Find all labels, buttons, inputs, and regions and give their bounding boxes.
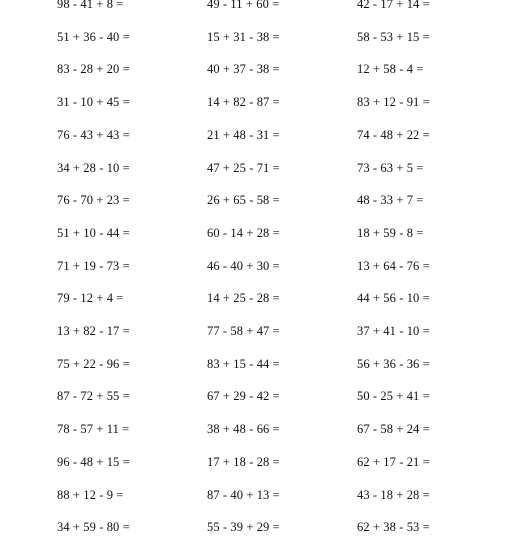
problem-r13-c1: 87 - 72 + 55 =	[57, 389, 130, 404]
problem-r6-c3: 73 - 63 + 5 =	[357, 160, 424, 175]
problem-r17-c3: 62 + 38 - 53 =	[357, 520, 430, 535]
problem-r12-c1: 75 + 22 - 96 =	[57, 356, 130, 371]
problem-r8-c1: 51 + 10 - 44 =	[57, 225, 130, 240]
problem-r8-c3: 18 + 59 - 8 =	[357, 225, 424, 240]
problem-r4-c2: 14 + 82 - 87 =	[207, 95, 280, 110]
problem-r1-c2: 49 - 11 + 60 =	[207, 0, 280, 11]
problem-r4-c3: 83 + 12 - 91 =	[357, 95, 430, 110]
problem-r7-c1: 76 - 70 + 23 =	[57, 193, 130, 208]
problem-r6-c1: 34 + 28 - 10 =	[57, 160, 130, 175]
problem-r16-c2: 87 - 40 + 13 =	[207, 487, 280, 502]
problem-r17-c1: 34 + 59 - 80 =	[57, 520, 130, 535]
problem-r16-c3: 43 - 18 + 28 =	[357, 487, 430, 502]
problem-r7-c3: 48 - 33 + 7 =	[357, 193, 424, 208]
problem-r4-c1: 31 - 10 + 45 =	[57, 95, 130, 110]
problem-r3-c1: 83 - 28 + 20 =	[57, 62, 130, 77]
problem-r14-c3: 67 - 58 + 24 =	[357, 422, 430, 437]
problem-r14-c1: 78 - 57 + 11 =	[57, 422, 130, 437]
problem-r1-c1: 98 - 41 + 8 =	[57, 0, 124, 11]
problem-r11-c1: 13 + 82 - 17 =	[57, 324, 130, 338]
problem-r6-c2: 47 + 25 - 71 =	[207, 160, 280, 175]
problem-r1-c3: 42 - 17 + 14 =	[357, 0, 430, 11]
problem-r5-c2: 21 + 48 - 31 =	[207, 127, 280, 142]
problem-r3-c3: 12 + 58 - 4 =	[357, 62, 424, 77]
problem-r3-c2: 40 + 37 - 38 =	[207, 62, 280, 77]
problem-r10-c1: 79 - 12 + 4 =	[57, 291, 124, 306]
problem-r5-c1: 76 - 43 + 43 =	[57, 127, 130, 142]
problem-r13-c3: 50 - 25 + 41 =	[357, 389, 430, 404]
problem-r13-c2: 67 + 29 - 42 =	[207, 389, 280, 404]
problem-r10-c2: 14 + 25 - 28 =	[207, 291, 280, 306]
problem-r9-c3: 13 + 64 - 76 =	[357, 258, 430, 273]
problem-r5-c3: 74 - 48 + 22 =	[357, 127, 430, 142]
problem-r15-c1: 96 - 48 + 15 =	[57, 454, 130, 469]
problem-r2-c3: 58 - 53 + 15 =	[357, 29, 430, 44]
problem-r2-c1: 51 + 36 - 40 =	[57, 29, 130, 44]
problem-r14-c2: 38 + 48 - 66 =	[207, 422, 280, 437]
problem-r11-c2: 77 - 58 + 47 =	[207, 324, 280, 338]
problem-r12-c3: 56 + 36 - 36 =	[357, 356, 430, 371]
problem-r9-c2: 46 - 40 + 30 =	[207, 258, 280, 273]
problem-r11-c3: 37 + 41 - 10 =	[357, 324, 430, 338]
problem-r15-c2: 17 + 18 - 28 =	[207, 454, 280, 469]
problem-r7-c2: 26 + 65 - 58 =	[207, 193, 280, 208]
problem-r15-c3: 62 + 17 - 21 =	[357, 454, 430, 469]
problem-r12-c2: 83 + 15 - 44 =	[207, 356, 280, 371]
problem-r8-c2: 60 - 14 + 28 =	[207, 225, 280, 240]
problem-r10-c3: 44 + 56 - 10 =	[357, 291, 430, 306]
problem-r2-c2: 15 + 31 - 38 =	[207, 29, 280, 44]
problem-r9-c1: 71 + 19 - 73 =	[57, 258, 130, 273]
problem-r17-c2: 55 - 39 + 29 =	[207, 520, 280, 535]
problem-r16-c1: 88 + 12 - 9 =	[57, 487, 124, 502]
